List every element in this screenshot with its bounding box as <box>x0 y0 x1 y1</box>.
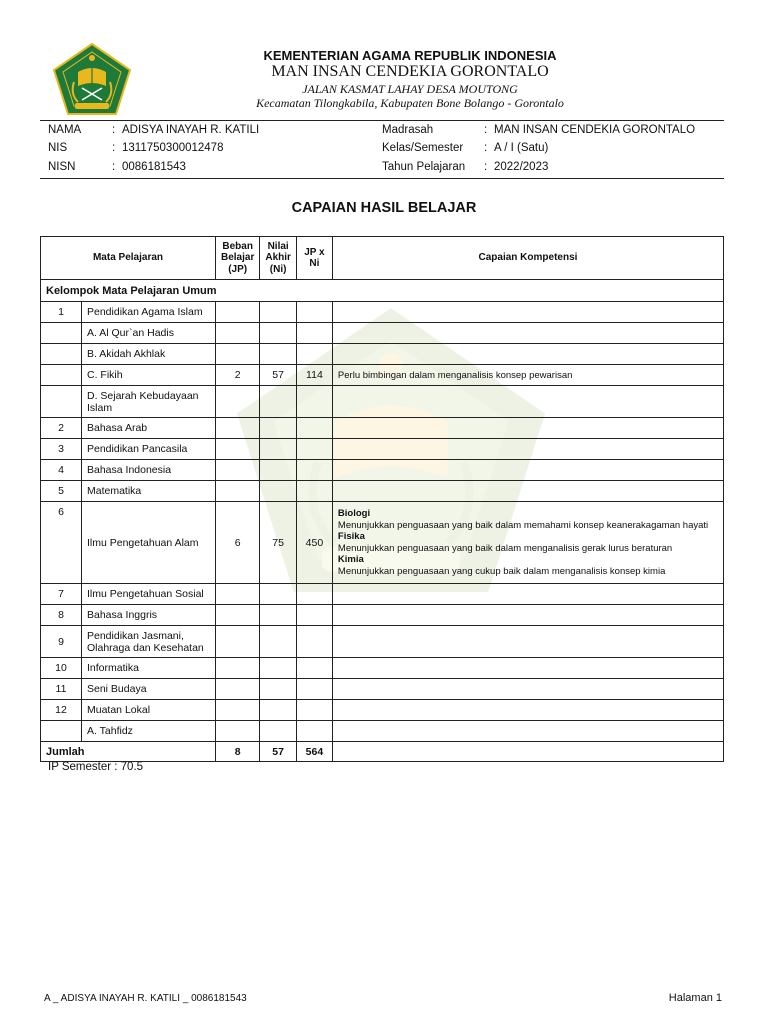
label-madrasah: Madrasah <box>382 124 434 136</box>
row-subject: Matematika <box>82 481 216 502</box>
ministry-name: KEMENTERIAN AGAMA REPUBLIK INDONESIA <box>263 48 557 63</box>
row-subject: Pendidikan Jasmani, Olahraga dan Kesehatan <box>82 626 216 658</box>
row-no: 7 <box>41 584 82 605</box>
row-subject: Ilmu Pengetahuan Sosial <box>82 584 216 605</box>
row-jpni <box>296 658 332 679</box>
row-jp <box>216 460 260 481</box>
row-jp <box>216 700 260 721</box>
row-jp <box>216 605 260 626</box>
total-jp: 8 <box>216 742 260 762</box>
row-competence <box>332 679 723 700</box>
table-row <box>41 323 724 344</box>
table-row <box>41 418 724 439</box>
row-competence <box>332 302 723 323</box>
row-jpni <box>296 418 332 439</box>
table-row <box>41 344 724 365</box>
row-jpni <box>296 721 332 742</box>
header-competence: Capaian Kompetensi <box>332 237 723 280</box>
row-subject: Bahasa Indonesia <box>82 460 216 481</box>
row-competence <box>332 700 723 721</box>
row-no <box>41 344 82 365</box>
row-jp <box>216 418 260 439</box>
header-ni: Nilai Akhir (Ni) <box>260 237 297 280</box>
row-jp <box>216 584 260 605</box>
biologi-head: Biologi <box>337 508 371 519</box>
table-row <box>41 584 724 605</box>
group-label: Kelompok Mata Pelajaran Umum <box>41 280 724 302</box>
school-district: Kecamatan Tilongkabila, Kabupaten Bone Bolango - Gorontalo <box>256 96 564 110</box>
table-row <box>41 386 724 418</box>
row-competence <box>332 439 723 460</box>
row-ni <box>260 721 297 742</box>
table-row-ipa <box>41 502 724 584</box>
row-competence: Perlu bimbingan dalam menganalisis konsep pewarisan <box>332 365 723 386</box>
header-subject: Mata Pelajaran <box>41 237 216 280</box>
row-subject: Pendidikan Agama Islam <box>82 302 216 323</box>
kimia-head: Kimia <box>337 554 364 565</box>
value-nis: 1311750300012478 <box>122 142 224 154</box>
row-ni <box>260 626 297 658</box>
total-ni: 57 <box>260 742 297 762</box>
grades-table <box>40 236 724 762</box>
row-competence <box>332 605 723 626</box>
row-jpni <box>296 626 332 658</box>
row-no <box>41 365 82 386</box>
row-jp <box>216 626 260 658</box>
label-nisn: NISN <box>48 161 76 173</box>
row-ni <box>260 605 297 626</box>
row-competence <box>332 658 723 679</box>
row-jpni: 114 <box>296 365 332 386</box>
total-competence <box>332 742 723 762</box>
row-no: 1 <box>41 302 82 323</box>
row-subject: Pendidikan Pancasila <box>82 439 216 460</box>
row-jp: 2 <box>216 365 260 386</box>
row-ni <box>260 344 297 365</box>
table-row <box>41 605 724 626</box>
table-header-row <box>41 237 724 280</box>
row-jp <box>216 658 260 679</box>
row-jp <box>216 439 260 460</box>
fisika-head: Fisika <box>337 531 365 542</box>
row-jpni <box>296 679 332 700</box>
biologi-text: Menunjukkan penguasaan yang baik dalam memahami konsep keanerakagaman hayati <box>337 519 709 531</box>
row-ni <box>260 302 297 323</box>
label-nis: NIS <box>48 142 68 154</box>
row-no <box>41 721 82 742</box>
divider-top <box>40 120 724 121</box>
row-jp <box>216 481 260 502</box>
row-no: 6 <box>41 502 82 584</box>
label-tahun: Tahun Pelajaran <box>382 161 466 173</box>
value-nisn: 0086181543 <box>122 161 186 173</box>
label-kelas: Kelas/Semester <box>382 142 464 154</box>
row-no: 9 <box>41 626 82 658</box>
row-jpni <box>296 481 332 502</box>
colon: : <box>112 161 116 173</box>
row-ni <box>260 700 297 721</box>
row-subject: Muatan Lokal <box>82 700 216 721</box>
row-subject: B. Akidah Akhlak <box>82 344 216 365</box>
footer-student-id: A _ ADISYA INAYAH R. KATILI _ 0086181543 <box>44 993 247 1004</box>
kemenag-logo <box>52 42 132 116</box>
row-jp <box>216 721 260 742</box>
value-madrasah: MAN INSAN CENDEKIA GORONTALO <box>494 124 696 136</box>
row-jp <box>216 344 260 365</box>
row-no: 12 <box>41 700 82 721</box>
colon: : <box>484 161 488 173</box>
row-subject: Bahasa Arab <box>82 418 216 439</box>
row-jpni <box>296 344 332 365</box>
ipa-competence <box>332 502 723 584</box>
header-jpni: JP x Ni <box>296 237 332 280</box>
colon: : <box>112 142 116 154</box>
fisika-text: Menunjukkan penguasaan yang baik dalam menganalisis gerak lurus beraturan <box>337 542 673 554</box>
label-nama: NAMA <box>48 124 82 136</box>
school-name: MAN INSAN CENDEKIA GORONTALO <box>271 63 549 80</box>
row-jp <box>216 302 260 323</box>
table-row <box>41 700 724 721</box>
row-ni <box>260 323 297 344</box>
row-no: 5 <box>41 481 82 502</box>
row-jpni <box>296 323 332 344</box>
total-label: Jumlah <box>41 742 216 762</box>
row-ni <box>260 386 297 418</box>
row-jpni <box>296 700 332 721</box>
row-competence <box>332 323 723 344</box>
row-jpni <box>296 302 332 323</box>
row-ni <box>260 418 297 439</box>
table-row <box>41 679 724 700</box>
row-ni <box>260 584 297 605</box>
page-number: Halaman 1 <box>668 992 722 1004</box>
row-subject: D. Sejarah Kebudayaan Islam <box>82 386 216 418</box>
row-no: 8 <box>41 605 82 626</box>
row-no: 11 <box>41 679 82 700</box>
row-ni <box>260 439 297 460</box>
row-no: 4 <box>41 460 82 481</box>
row-no: 10 <box>41 658 82 679</box>
row-no <box>41 386 82 418</box>
row-competence <box>332 386 723 418</box>
row-ni <box>260 658 297 679</box>
row-competence <box>332 626 723 658</box>
row-competence <box>332 584 723 605</box>
table-row <box>41 302 724 323</box>
value-nama: ADISYA INAYAH R. KATILI <box>122 124 260 136</box>
row-subject: Ilmu Pengetahuan Alam <box>82 502 216 584</box>
divider-bottom <box>40 178 724 179</box>
row-ni <box>260 679 297 700</box>
kimia-text: Menunjukkan penguasaan yang cukup baik dalam menganalisis konsep kimia <box>337 565 666 577</box>
colon: : <box>112 124 116 136</box>
table-row <box>41 365 724 386</box>
row-jpni <box>296 386 332 418</box>
row-ni <box>260 481 297 502</box>
row-subject: A. Al Qur`an Hadis <box>82 323 216 344</box>
row-subject: A. Tahfidz <box>82 721 216 742</box>
row-jpni <box>296 439 332 460</box>
group-row <box>41 280 724 302</box>
row-no: 2 <box>41 418 82 439</box>
row-jpni <box>296 460 332 481</box>
total-row <box>41 742 724 762</box>
row-ni: 75 <box>260 502 297 584</box>
table-row <box>41 626 724 658</box>
header-jp: Beban Belajar (JP) <box>216 237 260 280</box>
row-competence <box>332 460 723 481</box>
row-jpni: 450 <box>296 502 332 584</box>
table-row <box>41 721 724 742</box>
row-subject: Informatika <box>82 658 216 679</box>
page-title: CAPAIAN HASIL BELAJAR <box>291 200 477 216</box>
row-jpni <box>296 584 332 605</box>
table-row <box>41 481 724 502</box>
row-subject: Bahasa Inggris <box>82 605 216 626</box>
row-jp: 6 <box>216 502 260 584</box>
row-subject: C. Fikih <box>82 365 216 386</box>
row-jp <box>216 679 260 700</box>
table-row <box>41 439 724 460</box>
row-ni: 57 <box>260 365 297 386</box>
value-tahun: 2022/2023 <box>494 161 549 173</box>
school-address: JALAN KASMAT LAHAY DESA MOUTONG <box>302 82 518 96</box>
colon: : <box>484 142 488 154</box>
row-no: 3 <box>41 439 82 460</box>
row-competence <box>332 418 723 439</box>
colon: : <box>484 124 488 136</box>
row-jp <box>216 386 260 418</box>
row-competence <box>332 481 723 502</box>
row-subject: Seni Budaya <box>82 679 216 700</box>
row-jp <box>216 323 260 344</box>
ip-semester: IP Semester : 70.5 <box>48 761 144 773</box>
row-ni <box>260 460 297 481</box>
row-competence <box>332 344 723 365</box>
row-no <box>41 323 82 344</box>
value-kelas: A / I (Satu) <box>494 142 549 154</box>
table-row <box>41 658 724 679</box>
total-jpni: 564 <box>296 742 332 762</box>
table-row <box>41 460 724 481</box>
row-competence <box>332 721 723 742</box>
row-jpni <box>296 605 332 626</box>
